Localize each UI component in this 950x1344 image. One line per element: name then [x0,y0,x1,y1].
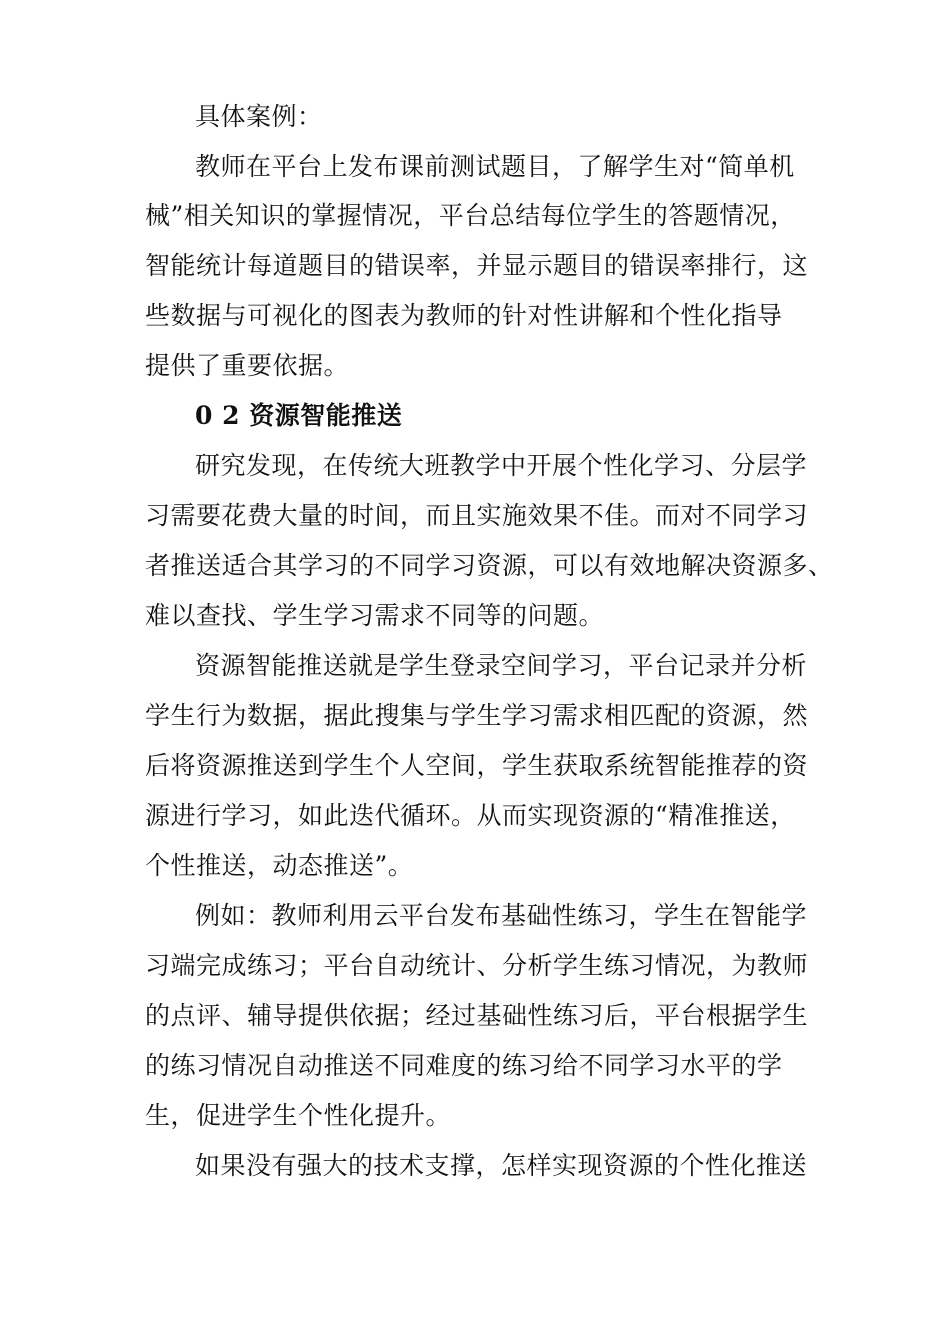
paragraph-line: 者推送适合其学习的不同学习资源，可以有效地解决资源多、 [145,551,834,580]
paragraph-line: 个性推送，动态推送”。 [145,851,414,880]
paragraph-line: 习端完成练习；平台自动统计、分析学生练习情况，为教师 [145,951,809,980]
case-paragraph-line: 提供了重要依据。 [145,351,350,380]
case-paragraph-line: 些数据与可视化的图表为教师的针对性讲解和个性化指导 [145,301,783,330]
section-label: 具体案例： [195,102,323,131]
paragraph-line: 学生行为数据，据此搜集与学生学习需求相匹配的资源，然 [145,701,809,730]
paragraph-line: 研究发现，在传统大班教学中开展个性化学习、分层学 [195,451,808,480]
case-paragraph-line: 械”相关知识的掌握情况，平台总结每位学生的答题情况， [145,201,796,230]
paragraph-line: 源进行学习，如此迭代循环。从而实现资源的“精准推送， [145,801,796,830]
paragraph-line: 例如：教师利用云平台发布基础性练习，学生在智能学 [195,901,808,930]
paragraph-line: 后将资源推送到学生个人空间，学生获取系统智能推荐的资 [145,751,809,780]
paragraph-line: 的练习情况自动推送不同难度的练习给不同学习水平的学 [145,1051,783,1080]
case-paragraph-line: 教师在平台上发布课前测试题目，了解学生对“简单机 [195,152,795,181]
section-heading: 0 2 资源智能推送 [195,401,403,430]
paragraph-line: 如果没有强大的技术支撑，怎样实现资源的个性化推送 [195,1151,808,1180]
paragraph-line: 资源智能推送就是学生登录空间学习，平台记录并分析 [195,651,808,680]
paragraph-line: 难以查找、学生学习需求不同等的问题。 [145,601,605,630]
case-paragraph-line: 智能统计每道题目的错误率，并显示题目的错误率排行，这 [145,251,809,280]
paragraph-line: 的点评、辅导提供依据；经过基础性练习后，平台根据学生 [145,1001,809,1030]
paragraph-line: 生，促进学生个性化提升。 [145,1101,452,1130]
paragraph-line: 习需要花费大量的时间，而且实施效果不佳。而对不同学习 [145,501,809,530]
